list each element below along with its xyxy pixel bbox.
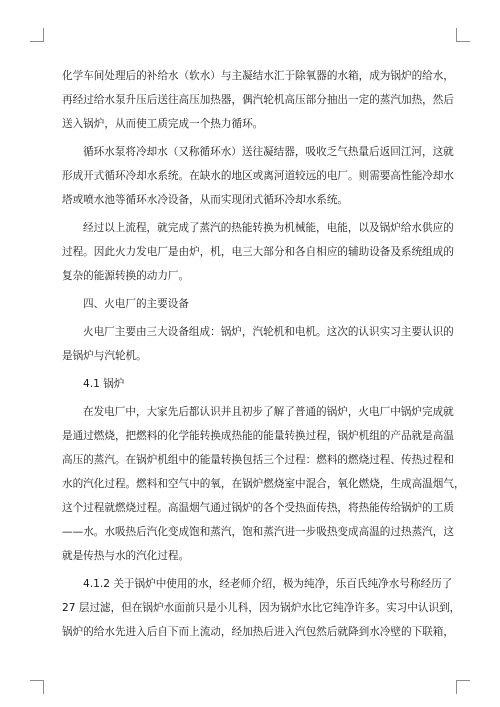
text-line: 是锅炉与汽轮机。 — [62, 350, 147, 362]
text-line: 四、火电厂的主要设备 — [83, 298, 189, 310]
text-line: 就是传热与水的汽化过程。 — [62, 550, 190, 562]
text-line: 这个过程就燃烧过程。高温烟气通过锅炉的各个受热面传热，将热能传给锅炉的工质 — [62, 502, 454, 514]
text-line: 过程。因此火力发电厂是由炉，机，电三大部分和各自相应的辅助设备及系统组成的 — [62, 246, 454, 258]
crop-mark-top-left-v — [43, 28, 44, 42]
text-line: 塔或喷水池等循环水冷设备，从而实现闭式循环冷却水系统。 — [62, 194, 349, 206]
text-line: 送入锅炉，从而使工质完成一个热力循环。 — [62, 118, 264, 130]
text-line: 复杂的能源转换的动力厂。 — [62, 270, 190, 282]
text-line: 水的汽化过程。燃料和空气中的氧，在锅炉燃烧室中混合，氧化燃烧，生成高温烟气， — [62, 478, 465, 490]
text-line: 4.1 锅炉 — [83, 378, 125, 390]
text-line: 高压的蒸汽。在锅炉机组中的能量转换包括三个过程：燃料的燃烧过程、传热过程和 — [62, 454, 454, 466]
crop-mark-top-right-v — [456, 28, 457, 42]
text-line: 经过以上流程，就完成了蒸汽的热能转换为机械能，电能，以及锅炉给水供应的 — [83, 222, 454, 234]
text-line: 27 层过滤，但在锅炉水面前只是小儿科，因为锅炉水比它纯净许多。实习中认识到， — [62, 602, 461, 614]
text-line: 再经过给水泵升压后送往高压加热器，偶汽轮机高压部分抽出一定的蒸汽加热，然后 — [62, 94, 454, 106]
text-line: 在发电厂中，大家先后都认识并且初步了解了普通的锅炉，火电厂中锅炉完成就 — [83, 406, 454, 418]
crop-mark-bottom-right-h — [456, 680, 470, 681]
crop-mark-bottom-right-v — [456, 680, 457, 694]
crop-mark-top-left-h — [30, 41, 44, 42]
crop-mark-bottom-left-v — [43, 680, 44, 694]
crop-mark-bottom-left-h — [30, 680, 44, 681]
text-line: 4.1.2 关于锅炉中使用的水，经老师介绍，极为纯净，乐百氏纯净水号称经历了 — [83, 578, 453, 590]
text-line: 锅炉的给水先进入后自下而上流动，经加热后进入汽包然后就降到水冷壁的下联箱， — [62, 626, 454, 638]
text-line: 火电厂主要由三大设备组成：锅炉，汽轮机和电机。这次的认识实习主要认识的 — [83, 326, 454, 338]
document-body — [62, 64, 465, 644]
text-line: 是通过燃烧，把燃料的化学能转换成热能的能量转换过程，锅炉机组的产品就是高温 — [62, 430, 454, 442]
text-line: 形成开式循环冷却水系统。在缺水的地区或离河道较远的电厂。则需要高性能冷却水 — [62, 170, 454, 182]
text-line: ——水。水吸热后汽化变成饱和蒸汽，饱和蒸汽进一步吸热变成高温的过热蒸汽，这 — [62, 526, 454, 538]
text-line: 循环水泵将冷却水（又称循环水）送往凝结器，吸收乏气热量后返回江河，这就 — [83, 146, 454, 158]
crop-mark-top-right-h — [456, 41, 470, 42]
text-line: 化学车间处理后的补给水（软水）与主凝结水汇于除氧器的水箱，成为锅炉的给水， — [62, 70, 454, 82]
